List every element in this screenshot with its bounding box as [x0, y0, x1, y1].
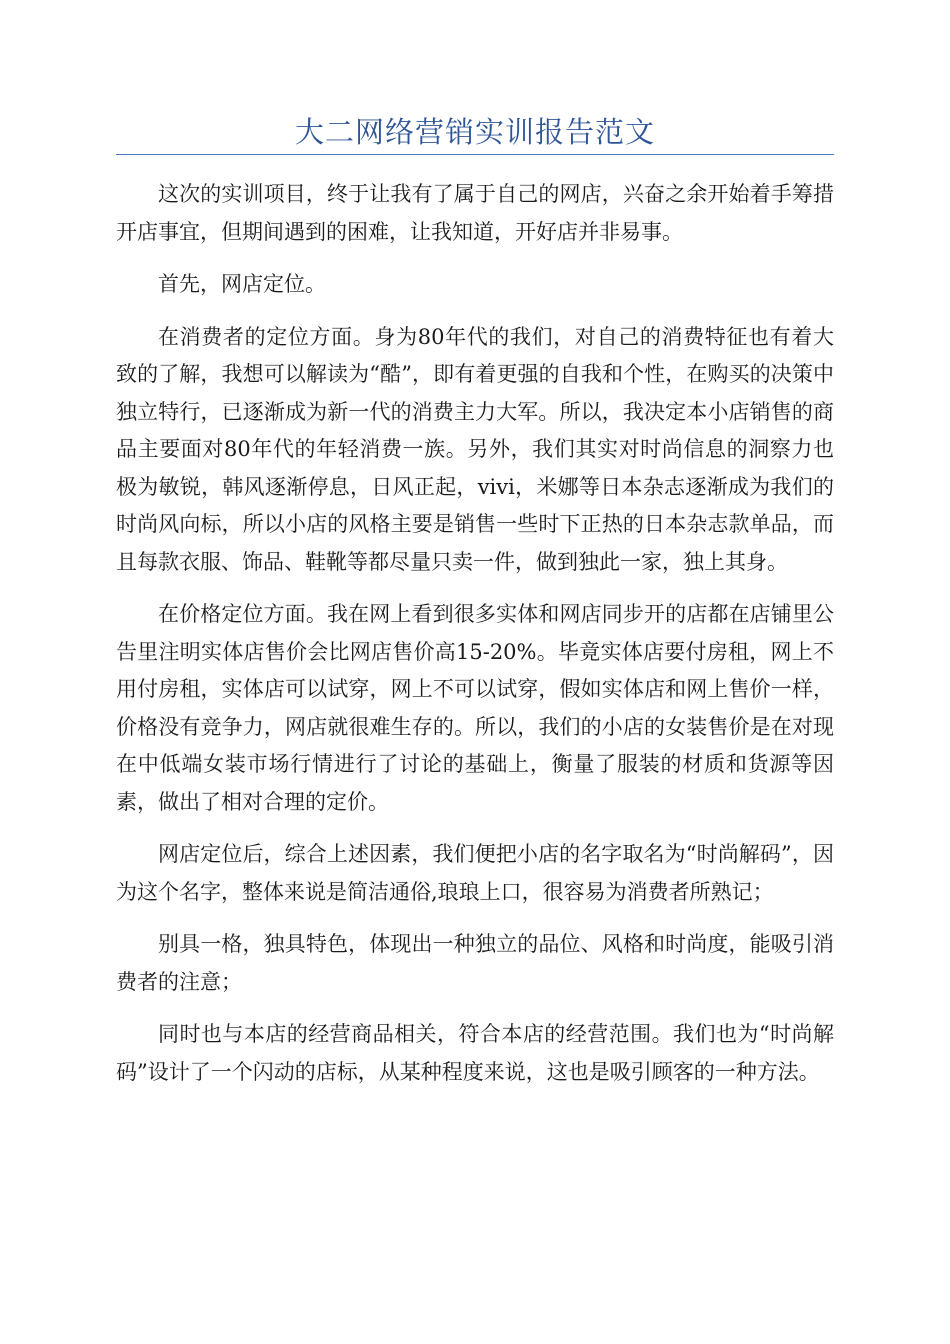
paragraph-section-heading: 首先，网店定位。 [158, 272, 326, 296]
document-body [116, 176, 834, 1106]
paragraph-intro: 这次的实训项目，终于让我有了属于自己的网店，兴奋之余开始着手筹措开店事宜，但期间遇到的困难，让我知道，开好店并非易事。 [116, 182, 834, 244]
paragraph-store-logo: 同时也与本店的经营商品相关，符合本店的经营范围。我们也为“时尚解码”设计了一个闪动的店标，从某种程度来说，这也是吸引顾客的一种方法。 [116, 1022, 834, 1084]
paragraph-consumer-positioning: 在消费者的定位方面。身为80年代的我们，对自己的消费特征也有着大致的了解，我想可以解读为“酷”，即有着更强的自我和个性，在购买的决策中独立特行，已逐渐成为新一代的消费主力大军。所以，我决定本小店销售的商品主要面对80年代的年轻消费一族。另外，我们其实对时尚信息的洞察力也极为敏锐，韩风逐渐停息，日风正起，vivi，米娜等日本杂志逐渐成为我们的时尚风向标，所以小店的风格主要是销售一些时下正热的日本杂志款单品，而且每款衣服、饰品、鞋靴等都尽量只卖一件，做到独此一家，独上其身。 [116, 324, 834, 574]
title-underline [116, 154, 834, 155]
paragraph-store-name: 网店定位后，综合上述因素，我们便把小店的名字取名为“时尚解码”，因为这个名字，整体来说是简洁通俗,琅琅上口，很容易为消费者所熟记； [116, 842, 834, 904]
paragraph-price-positioning: 在价格定位方面。我在网上看到很多实体和网店同步开的店都在店铺里公告里注明实体店售价会比网店售价高15-20%。毕竟实体店要付房租，网上不用付房租，实体店可以试穿，网上不可以试穿，假如实体店和网上售价一样，价格没有竞争力，网店就很难生存的。所以，我们的小店的女装售价是在对现在中低端女装市场行情进行了讨论的基础上，衡量了服装的材质和货源等因素，做出了相对合理的定价。 [116, 602, 834, 814]
paragraph-unique-style: 别具一格，独具特色，体现出一种独立的品位、风格和时尚度，能吸引消费者的注意； [116, 932, 834, 994]
document-title: 大二网络营销实训报告范文 [294, 115, 655, 149]
